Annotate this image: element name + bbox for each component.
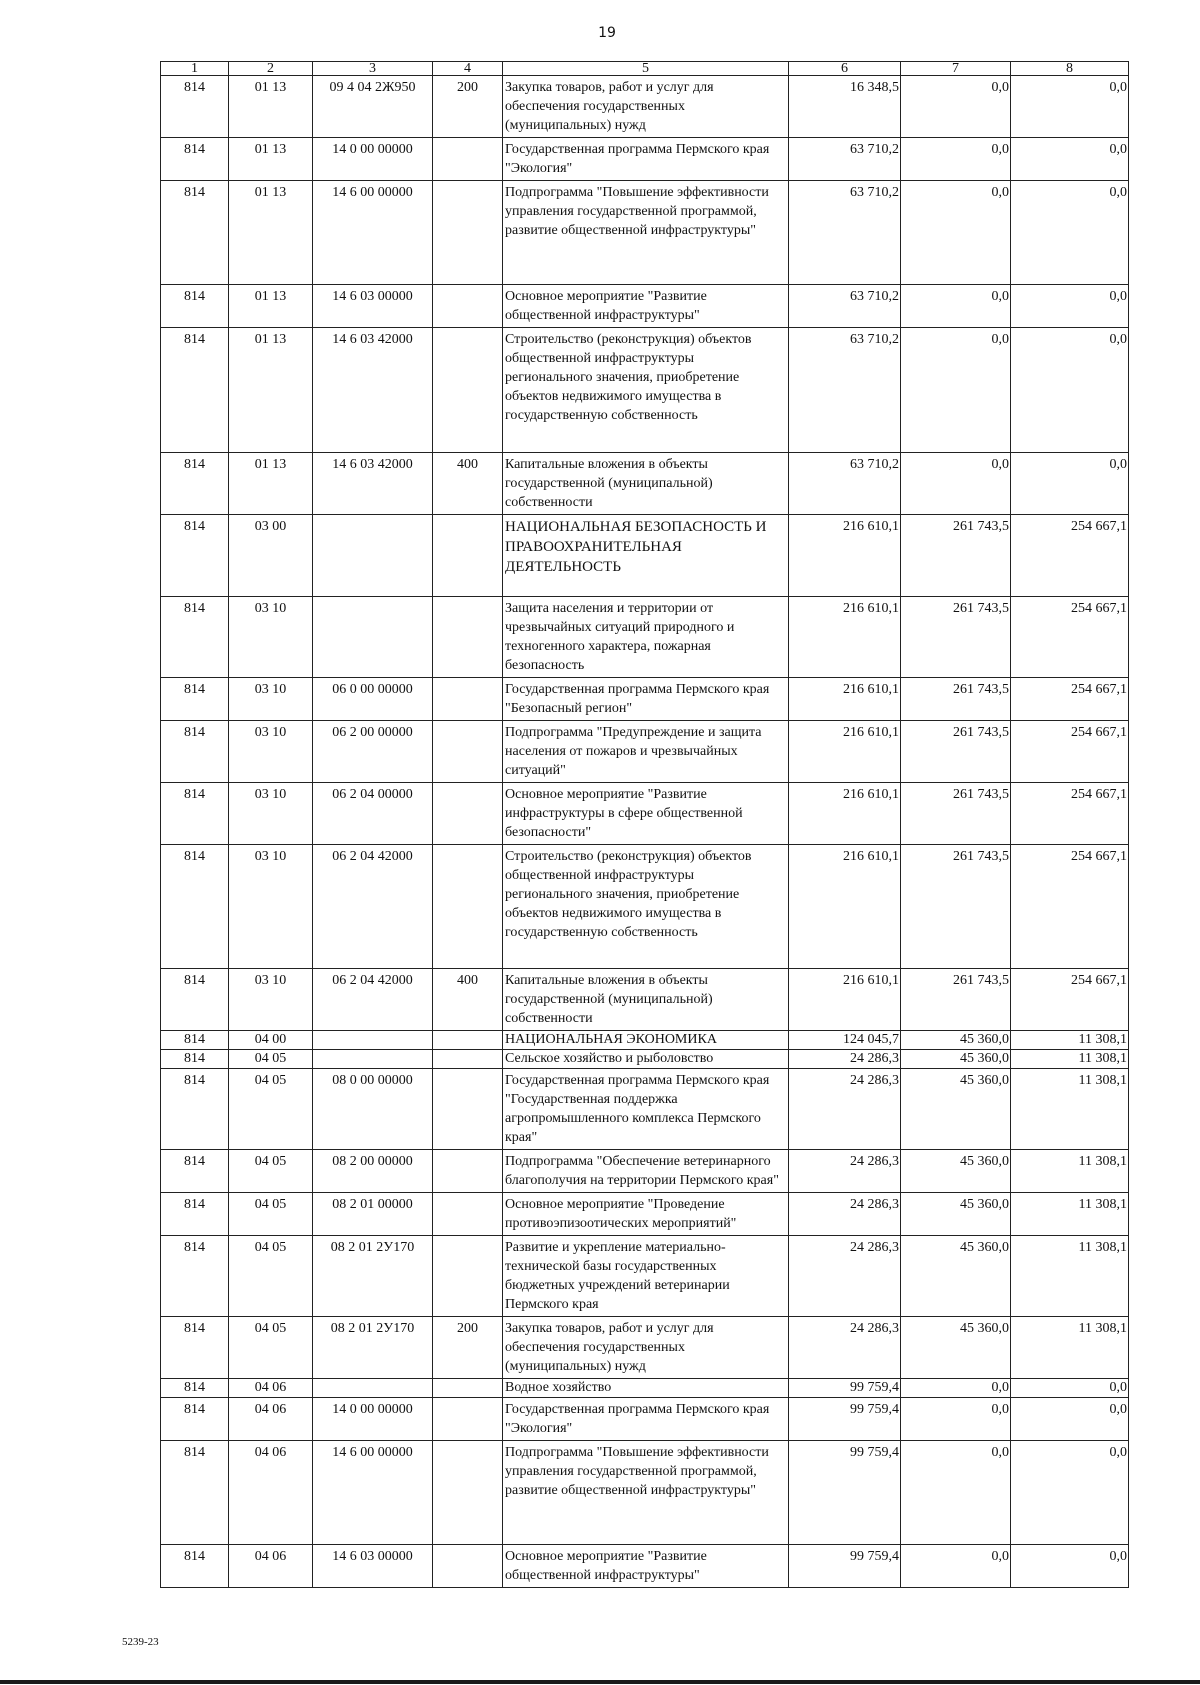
cell-target-code: 08 2 01 2У170 [313, 1317, 433, 1379]
cell-amount-2: 0,0 [901, 1545, 1011, 1588]
cell-name: Подпрограмма "Повышение эффективности управления государственной программой, развитие общественной инфраструктуры" [503, 181, 789, 285]
cell-amount-2: 261 743,5 [901, 845, 1011, 969]
cell-admin-code: 814 [161, 845, 229, 969]
cell-section-code: 04 05 [229, 1236, 313, 1317]
cell-name: НАЦИОНАЛЬНАЯ БЕЗОПАСНОСТЬ И ПРАВООХРАНИТЕЛЬНАЯ ДЕЯТЕЛЬНОСТЬ [503, 515, 789, 597]
cell-amount-1: 99 759,4 [789, 1545, 901, 1588]
cell-admin-code: 814 [161, 1193, 229, 1236]
table-row [161, 969, 1129, 1031]
cell-admin-code: 814 [161, 1050, 229, 1069]
table-row [161, 328, 1129, 453]
cell-admin-code: 814 [161, 678, 229, 721]
cell-amount-3: 0,0 [1011, 76, 1129, 138]
cell-name: Государственная программа Пермского края "Государственная поддержка агропромышленного комплекса Пермского края" [503, 1069, 789, 1150]
column-header: 3 [313, 62, 433, 76]
cell-admin-code: 814 [161, 1398, 229, 1441]
table-row [161, 285, 1129, 328]
table-row [161, 783, 1129, 845]
cell-section-code: 03 10 [229, 845, 313, 969]
cell-expense-type [433, 138, 503, 181]
table-row [161, 1379, 1129, 1398]
cell-target-code: 09 4 04 2Ж950 [313, 76, 433, 138]
cell-amount-2: 0,0 [901, 181, 1011, 285]
cell-expense-type [433, 678, 503, 721]
cell-amount-2: 261 743,5 [901, 515, 1011, 597]
cell-section-code: 01 13 [229, 181, 313, 285]
cell-name: Основное мероприятие "Проведение противоэпизоотических мероприятий" [503, 1193, 789, 1236]
cell-amount-2: 261 743,5 [901, 783, 1011, 845]
cell-amount-3: 0,0 [1011, 285, 1129, 328]
cell-section-code: 01 13 [229, 76, 313, 138]
cell-amount-2: 45 360,0 [901, 1031, 1011, 1050]
cell-amount-2: 0,0 [901, 138, 1011, 181]
column-header: 8 [1011, 62, 1129, 76]
cell-section-code: 03 10 [229, 678, 313, 721]
cell-amount-3: 11 308,1 [1011, 1193, 1129, 1236]
cell-amount-1: 24 286,3 [789, 1317, 901, 1379]
cell-name: Основное мероприятие "Развитие общественной инфраструктуры" [503, 285, 789, 328]
cell-expense-type [433, 181, 503, 285]
cell-amount-1: 24 286,3 [789, 1150, 901, 1193]
cell-amount-3: 0,0 [1011, 138, 1129, 181]
cell-amount-1: 216 610,1 [789, 845, 901, 969]
cell-section-code: 04 05 [229, 1193, 313, 1236]
table-row [161, 597, 1129, 678]
cell-amount-2: 261 743,5 [901, 969, 1011, 1031]
cell-target-code: 06 0 00 00000 [313, 678, 433, 721]
cell-name: Капитальные вложения в объекты государственной (муниципальной) собственности [503, 969, 789, 1031]
cell-amount-3: 254 667,1 [1011, 969, 1129, 1031]
cell-target-code: 06 2 04 42000 [313, 845, 433, 969]
table-row [161, 678, 1129, 721]
table-row [161, 1441, 1129, 1545]
cell-amount-2: 261 743,5 [901, 678, 1011, 721]
table-row [161, 1031, 1129, 1050]
cell-target-code: 14 6 00 00000 [313, 181, 433, 285]
cell-amount-2: 0,0 [901, 1398, 1011, 1441]
cell-target-code: 08 2 01 2У170 [313, 1236, 433, 1317]
cell-name: Основное мероприятие "Развитие инфраструктуры в сфере общественной безопасности" [503, 783, 789, 845]
table-row [161, 1069, 1129, 1150]
column-header: 2 [229, 62, 313, 76]
cell-target-code [313, 515, 433, 597]
cell-amount-2: 45 360,0 [901, 1317, 1011, 1379]
cell-admin-code: 814 [161, 1317, 229, 1379]
cell-name: Сельское хозяйство и рыболовство [503, 1050, 789, 1069]
cell-amount-3: 254 667,1 [1011, 783, 1129, 845]
cell-amount-3: 0,0 [1011, 453, 1129, 515]
cell-amount-3: 254 667,1 [1011, 678, 1129, 721]
column-header: 7 [901, 62, 1011, 76]
cell-section-code: 03 00 [229, 515, 313, 597]
cell-admin-code: 814 [161, 1236, 229, 1317]
cell-amount-1: 24 286,3 [789, 1050, 901, 1069]
cell-section-code: 04 06 [229, 1545, 313, 1588]
cell-target-code: 14 6 03 42000 [313, 328, 433, 453]
cell-target-code: 08 0 00 00000 [313, 1069, 433, 1150]
document-code: 5239-23 [122, 1636, 159, 1648]
header-row [161, 62, 1129, 76]
cell-name: НАЦИОНАЛЬНАЯ ЭКОНОМИКА [503, 1031, 789, 1050]
table-row [161, 1236, 1129, 1317]
cell-expense-type [433, 515, 503, 597]
cell-amount-3: 254 667,1 [1011, 515, 1129, 597]
cell-section-code: 04 06 [229, 1441, 313, 1545]
cell-target-code [313, 1379, 433, 1398]
cell-amount-3: 0,0 [1011, 1398, 1129, 1441]
table-row [161, 1193, 1129, 1236]
cell-admin-code: 814 [161, 1545, 229, 1588]
cell-expense-type [433, 285, 503, 328]
cell-section-code: 03 10 [229, 721, 313, 783]
cell-admin-code: 814 [161, 328, 229, 453]
cell-amount-2: 45 360,0 [901, 1069, 1011, 1150]
cell-amount-1: 24 286,3 [789, 1069, 901, 1150]
cell-amount-3: 11 308,1 [1011, 1069, 1129, 1150]
table-row [161, 845, 1129, 969]
cell-expense-type [433, 1236, 503, 1317]
table-row [161, 721, 1129, 783]
cell-admin-code: 814 [161, 1441, 229, 1545]
cell-name: Водное хозяйство [503, 1379, 789, 1398]
cell-amount-2: 45 360,0 [901, 1050, 1011, 1069]
cell-expense-type: 200 [433, 76, 503, 138]
budget-table [160, 61, 1129, 1588]
cell-admin-code: 814 [161, 1031, 229, 1050]
cell-amount-3: 0,0 [1011, 1379, 1129, 1398]
column-header: 4 [433, 62, 503, 76]
cell-name: Капитальные вложения в объекты государственной (муниципальной) собственности [503, 453, 789, 515]
cell-expense-type [433, 1031, 503, 1050]
cell-section-code: 03 10 [229, 597, 313, 678]
table-row [161, 453, 1129, 515]
cell-name: Закупка товаров, работ и услуг для обеспечения государственных (муниципальных) нужд [503, 76, 789, 138]
cell-amount-1: 63 710,2 [789, 328, 901, 453]
cell-name: Закупка товаров, работ и услуг для обеспечения государственных (муниципальных) нужд [503, 1317, 789, 1379]
cell-section-code: 04 06 [229, 1398, 313, 1441]
column-header: 5 [503, 62, 789, 76]
cell-admin-code: 814 [161, 453, 229, 515]
cell-expense-type [433, 1441, 503, 1545]
cell-target-code [313, 597, 433, 678]
cell-target-code: 08 2 00 00000 [313, 1150, 433, 1193]
cell-amount-3: 254 667,1 [1011, 597, 1129, 678]
table-row [161, 181, 1129, 285]
cell-amount-3: 254 667,1 [1011, 721, 1129, 783]
cell-admin-code: 814 [161, 1379, 229, 1398]
cell-expense-type [433, 1150, 503, 1193]
cell-name: Подпрограмма "Обеспечение ветеринарного благополучия на территории Пермского края" [503, 1150, 789, 1193]
cell-amount-3: 0,0 [1011, 1545, 1129, 1588]
cell-amount-3: 0,0 [1011, 181, 1129, 285]
cell-section-code: 04 06 [229, 1379, 313, 1398]
cell-amount-1: 24 286,3 [789, 1236, 901, 1317]
cell-amount-3: 254 667,1 [1011, 845, 1129, 969]
cell-amount-1: 63 710,2 [789, 181, 901, 285]
cell-name: Государственная программа Пермского края "Экология" [503, 138, 789, 181]
cell-section-code: 01 13 [229, 285, 313, 328]
cell-name: Государственная программа Пермского края "Безопасный регион" [503, 678, 789, 721]
cell-amount-2: 45 360,0 [901, 1236, 1011, 1317]
cell-amount-3: 11 308,1 [1011, 1031, 1129, 1050]
cell-amount-3: 11 308,1 [1011, 1236, 1129, 1317]
cell-expense-type [433, 721, 503, 783]
cell-name: Основное мероприятие "Развитие общественной инфраструктуры" [503, 1545, 789, 1588]
cell-amount-3: 11 308,1 [1011, 1050, 1129, 1069]
cell-target-code: 06 2 04 42000 [313, 969, 433, 1031]
cell-expense-type: 200 [433, 1317, 503, 1379]
cell-amount-1: 124 045,7 [789, 1031, 901, 1050]
cell-expense-type [433, 1398, 503, 1441]
cell-expense-type [433, 1069, 503, 1150]
cell-amount-1: 16 348,5 [789, 76, 901, 138]
cell-expense-type: 400 [433, 453, 503, 515]
cell-amount-1: 63 710,2 [789, 453, 901, 515]
cell-amount-2: 261 743,5 [901, 597, 1011, 678]
cell-admin-code: 814 [161, 783, 229, 845]
cell-expense-type [433, 783, 503, 845]
cell-target-code: 14 6 00 00000 [313, 1441, 433, 1545]
cell-target-code: 14 6 03 00000 [313, 1545, 433, 1588]
cell-amount-1: 99 759,4 [789, 1379, 901, 1398]
cell-expense-type [433, 328, 503, 453]
cell-admin-code: 814 [161, 597, 229, 678]
cell-amount-1: 24 286,3 [789, 1193, 901, 1236]
table-row [161, 1398, 1129, 1441]
cell-target-code: 14 6 03 00000 [313, 285, 433, 328]
cell-amount-1: 216 610,1 [789, 783, 901, 845]
cell-amount-1: 216 610,1 [789, 678, 901, 721]
table-row [161, 138, 1129, 181]
cell-amount-2: 45 360,0 [901, 1150, 1011, 1193]
cell-admin-code: 814 [161, 721, 229, 783]
table-row [161, 1150, 1129, 1193]
cell-admin-code: 814 [161, 1069, 229, 1150]
cell-target-code [313, 1031, 433, 1050]
cell-amount-1: 99 759,4 [789, 1398, 901, 1441]
cell-name: Государственная программа Пермского края "Экология" [503, 1398, 789, 1441]
cell-name: Строительство (реконструкция) объектов общественной инфраструктуры регионального значения, приобретение объектов недвижимого имущества в государственную собственность [503, 328, 789, 453]
cell-section-code: 04 00 [229, 1031, 313, 1050]
scan-edge [0, 1680, 1200, 1684]
cell-amount-1: 216 610,1 [789, 515, 901, 597]
cell-amount-3: 0,0 [1011, 328, 1129, 453]
cell-name: Развитие и укрепление материально-технической базы государственных бюджетных учреждений ветеринарии Пермского края [503, 1236, 789, 1317]
cell-amount-1: 63 710,2 [789, 138, 901, 181]
cell-amount-1: 216 610,1 [789, 969, 901, 1031]
cell-target-code: 08 2 01 00000 [313, 1193, 433, 1236]
cell-target-code: 14 6 03 42000 [313, 453, 433, 515]
cell-section-code: 04 05 [229, 1069, 313, 1150]
cell-amount-2: 261 743,5 [901, 721, 1011, 783]
cell-section-code: 01 13 [229, 453, 313, 515]
cell-expense-type [433, 1545, 503, 1588]
cell-section-code: 04 05 [229, 1317, 313, 1379]
column-header: 1 [161, 62, 229, 76]
cell-section-code: 04 05 [229, 1050, 313, 1069]
table-row [161, 1317, 1129, 1379]
cell-amount-2: 0,0 [901, 328, 1011, 453]
cell-name: Подпрограмма "Повышение эффективности управления государственной программой, развитие общественной инфраструктуры" [503, 1441, 789, 1545]
cell-admin-code: 814 [161, 138, 229, 181]
cell-admin-code: 814 [161, 76, 229, 138]
cell-name: Строительство (реконструкция) объектов общественной инфраструктуры регионального значения, приобретение объектов недвижимого имущества в государственную собственность [503, 845, 789, 969]
table-row [161, 1545, 1129, 1588]
cell-section-code: 01 13 [229, 328, 313, 453]
cell-amount-1: 63 710,2 [789, 285, 901, 328]
column-header: 6 [789, 62, 901, 76]
cell-amount-2: 0,0 [901, 453, 1011, 515]
cell-amount-1: 216 610,1 [789, 597, 901, 678]
cell-amount-2: 45 360,0 [901, 1193, 1011, 1236]
cell-section-code: 03 10 [229, 969, 313, 1031]
cell-admin-code: 814 [161, 285, 229, 328]
cell-amount-2: 0,0 [901, 76, 1011, 138]
cell-section-code: 04 05 [229, 1150, 313, 1193]
cell-amount-1: 99 759,4 [789, 1441, 901, 1545]
cell-target-code: 06 2 00 00000 [313, 721, 433, 783]
cell-expense-type [433, 845, 503, 969]
cell-expense-type [433, 597, 503, 678]
cell-admin-code: 814 [161, 1150, 229, 1193]
cell-amount-3: 0,0 [1011, 1441, 1129, 1545]
table-row [161, 515, 1129, 597]
cell-expense-type [433, 1193, 503, 1236]
cell-section-code: 03 10 [229, 783, 313, 845]
table-row [161, 1050, 1129, 1069]
cell-admin-code: 814 [161, 515, 229, 597]
cell-amount-2: 0,0 [901, 1379, 1011, 1398]
cell-target-code [313, 1050, 433, 1069]
cell-expense-type [433, 1050, 503, 1069]
table-row [161, 76, 1129, 138]
cell-amount-2: 0,0 [901, 285, 1011, 328]
cell-amount-2: 0,0 [901, 1441, 1011, 1545]
cell-section-code: 01 13 [229, 138, 313, 181]
cell-amount-3: 11 308,1 [1011, 1317, 1129, 1379]
page-number: 19 [598, 25, 616, 41]
cell-admin-code: 814 [161, 969, 229, 1031]
cell-target-code: 14 0 00 00000 [313, 1398, 433, 1441]
cell-target-code: 06 2 04 00000 [313, 783, 433, 845]
cell-amount-3: 11 308,1 [1011, 1150, 1129, 1193]
cell-target-code: 14 0 00 00000 [313, 138, 433, 181]
cell-name: Подпрограмма "Предупреждение и защита населения от пожаров и чрезвычайных ситуаций" [503, 721, 789, 783]
cell-admin-code: 814 [161, 181, 229, 285]
cell-expense-type: 400 [433, 969, 503, 1031]
cell-amount-1: 216 610,1 [789, 721, 901, 783]
cell-expense-type [433, 1379, 503, 1398]
cell-name: Защита населения и территории от чрезвычайных ситуаций природного и техногенного характера, пожарная безопасность [503, 597, 789, 678]
